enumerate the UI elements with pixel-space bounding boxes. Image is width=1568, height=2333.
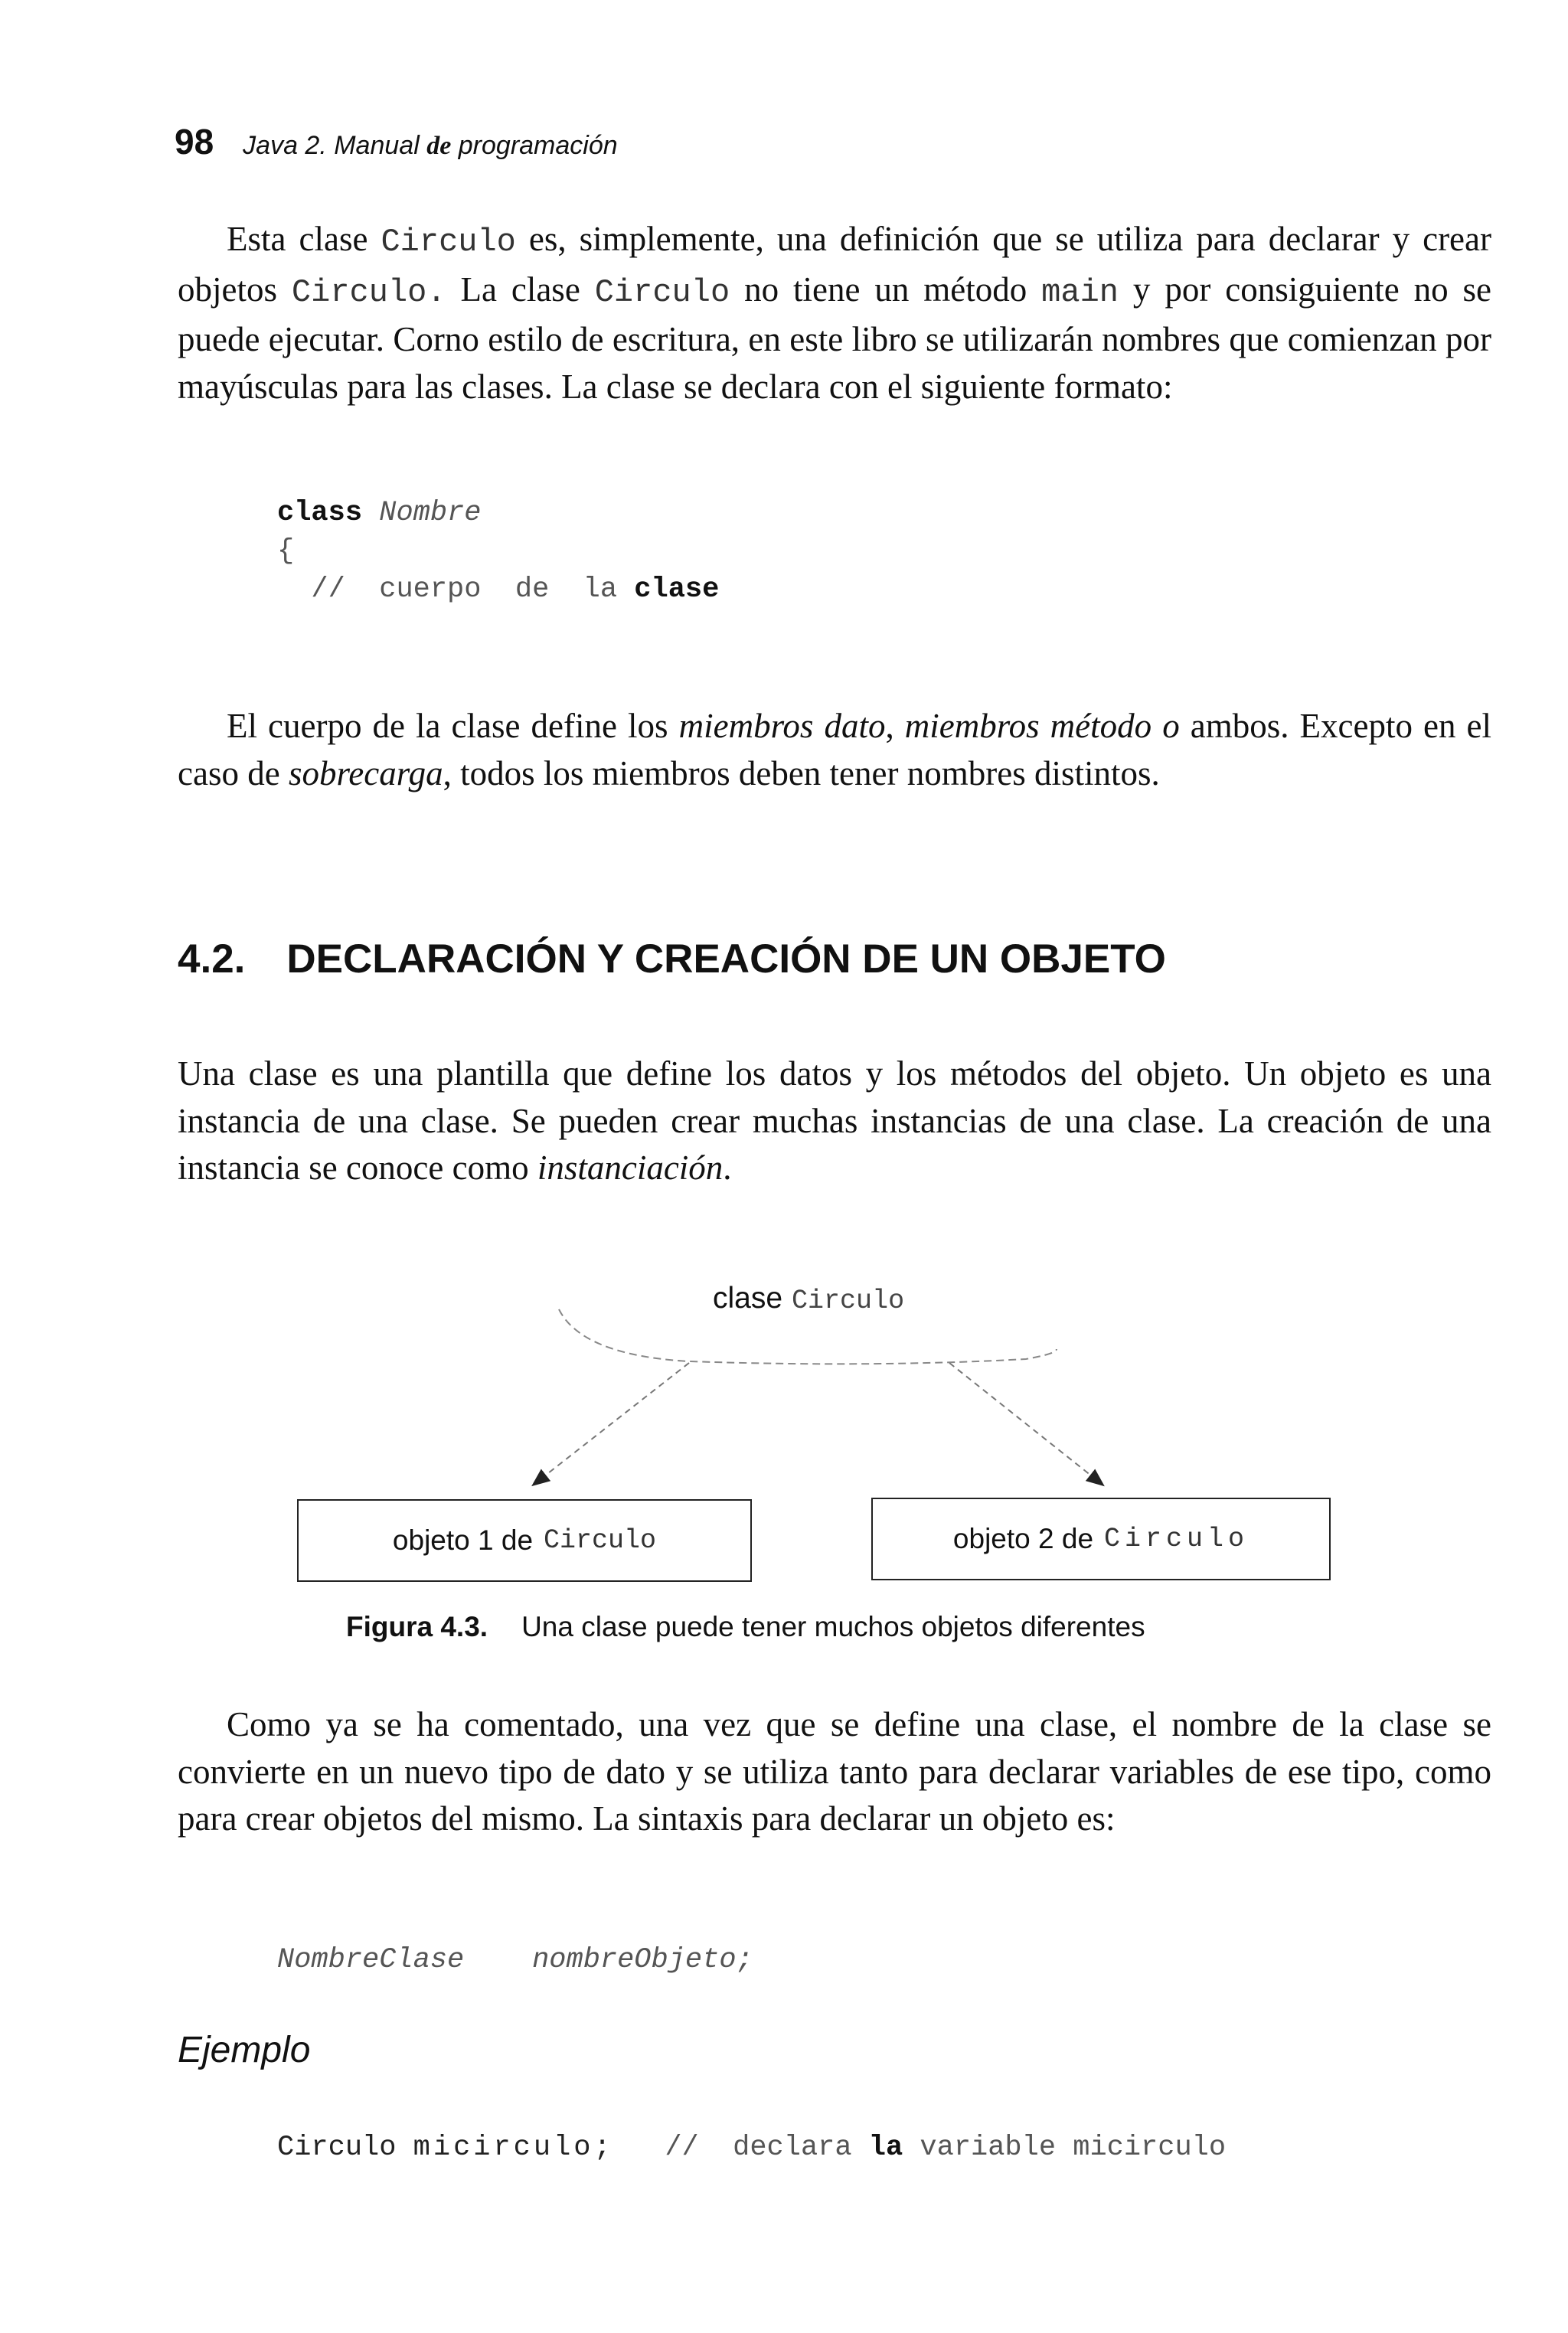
emphasis-term: miembros método — [904, 707, 1152, 745]
figure-class-objects-diagram — [291, 1263, 1348, 1600]
variable-placeholder: nombreObjeto; — [532, 1944, 753, 1976]
diagram-class-label: clase Circulo — [713, 1282, 905, 1316]
page-number: 98 — [175, 122, 214, 162]
paragraph-1: Esta clase Circulo es, simplemente, una definición que se utiliza para declarar y crear objetos Circulo. La clase Circulo no tiene un método main y por consiguiente no se puede ejecutar. Corno estilo de escritura, en este libro se utilizarán nombres que comienzan por mayúsculas para las clases. La clase se declara con el siguiente formato: — [178, 220, 1491, 406]
open-brace: { — [277, 535, 295, 567]
code-block-syntax — [277, 1941, 753, 1979]
object-2-box: objeto 2 de Circulo — [871, 1498, 1331, 1580]
emphasis-term: miembros dato — [678, 707, 886, 745]
inline-code: Circulo — [594, 273, 730, 311]
inline-code: Circulo — [381, 224, 516, 260]
keyword-class: class — [277, 497, 363, 529]
section-title: DECLARACIÓN Y CREACIÓN DE UN OBJETO — [286, 936, 1166, 982]
arrow-to-object-2 — [949, 1363, 1099, 1482]
paragraph-2: El cuerpo de la clase define los miembros dato, miembros método o ambos. Excepto en el caso de sobrecarga, todos los miembros deben tener nombres distintos. — [178, 707, 1492, 792]
inline-code: Circulo. — [291, 273, 446, 311]
code-block-class-declaration — [277, 494, 719, 609]
type-placeholder: NombreClase — [277, 1944, 465, 1976]
inline-code: main — [1041, 273, 1119, 311]
running-title: Java 2. Manual de programación — [243, 131, 618, 160]
section-number: 4.2. — [178, 936, 246, 982]
code-comment: // cuerpo de la clase — [311, 573, 720, 606]
arrow-to-object-1 — [537, 1363, 689, 1482]
example-heading: Ejemplo — [178, 2030, 311, 2070]
section-heading — [178, 936, 1166, 982]
object-1-box: objeto 1 de Circulo — [297, 1499, 752, 1582]
emphasis-term: instanciación — [537, 1149, 724, 1187]
caption-label: Figura 4.3. — [346, 1611, 488, 1642]
curve-connector — [559, 1309, 1057, 1364]
emphasis-term: sobrecarga — [288, 753, 443, 792]
code-block-example: Circulo micirculo; // declara la variable micirculo — [277, 2132, 1227, 2164]
code-comment: // declara la variable micirculo — [665, 2132, 1227, 2164]
figure-caption — [346, 1611, 1145, 1643]
paragraph-4: Como ya se ha comentado, una vez que se define una clase, el nombre de la clase se convierte en un nuevo tipo de dato y se utiliza tanto para declarar variables de ese tipo, como para crear objetos del mismo. La sintaxis para declarar un objeto es: — [178, 1705, 1491, 1838]
page-header — [175, 121, 618, 167]
caption-text: Una clase puede tener muchos objetos diferentes — [521, 1611, 1145, 1642]
class-name-placeholder: Nombre — [379, 497, 482, 529]
paragraph-3: Una clase es una plantilla que define los datos y los métodos del objeto. Un objeto es una instancia de una clase. Se pueden crear muchas instancias de una clase. La creación de una instancia se conoce como instanciación. — [178, 1054, 1491, 1187]
